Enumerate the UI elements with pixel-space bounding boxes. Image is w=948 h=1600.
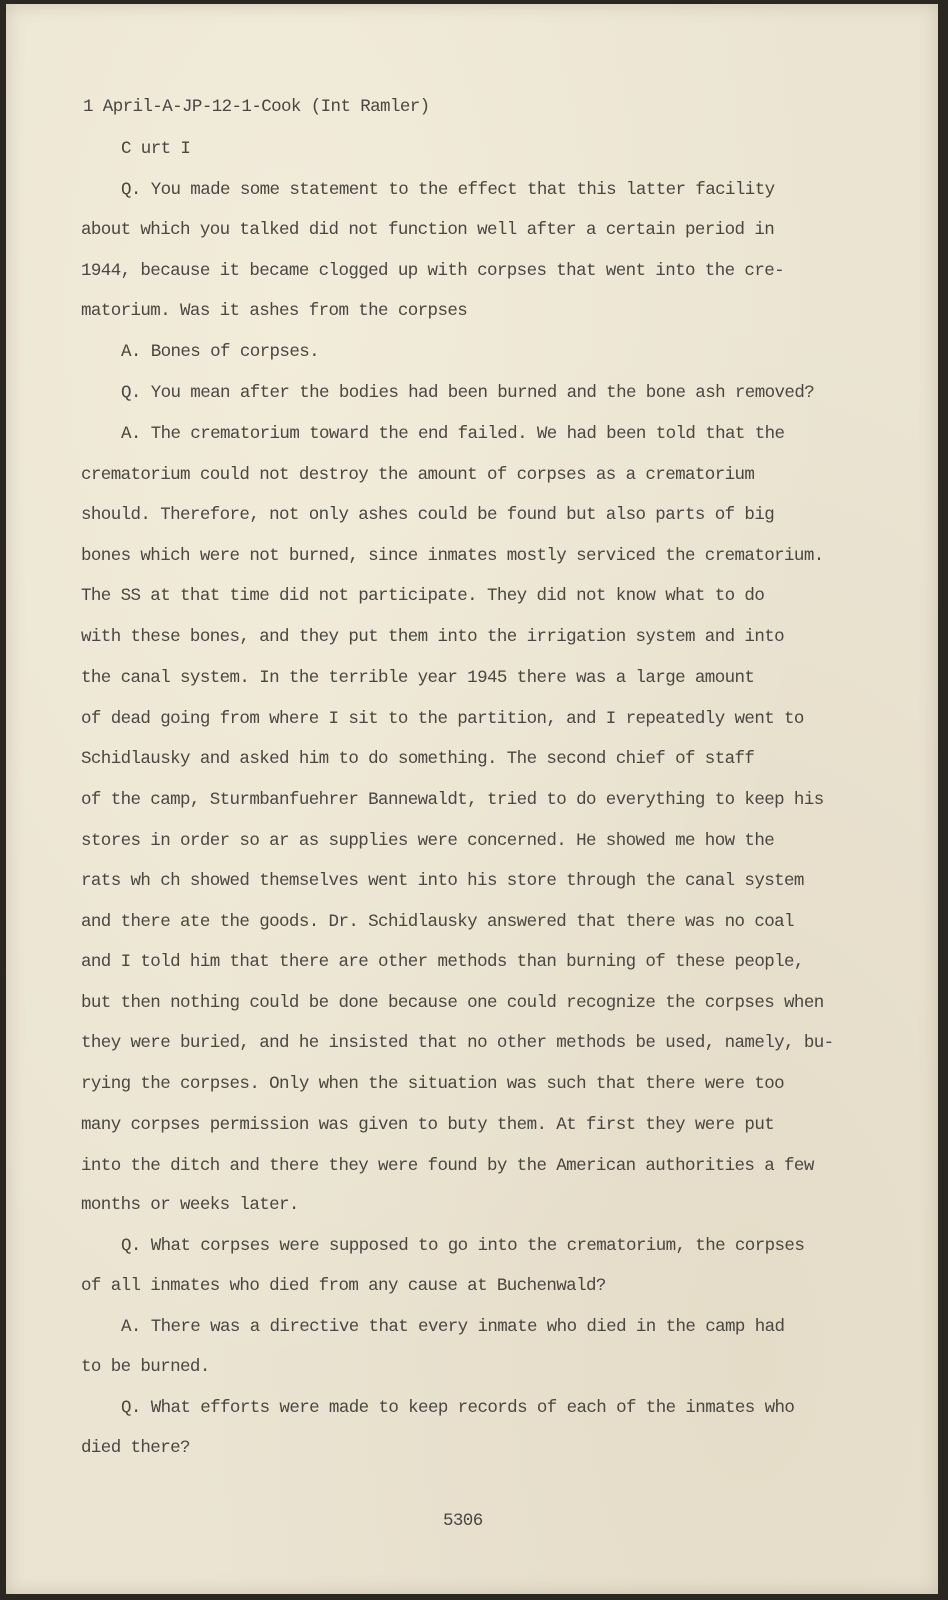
document-header: 1 April-A-JP-12-1-Cook (Int Ramler) [83,97,430,117]
text-line-9: should. Therefore, not only ashes could be found but also parts of big [81,505,775,525]
text-line-20: and I told him that there are other methods than burning of these people, [81,952,804,972]
court-label: C urt I [121,139,191,159]
text-line-5: A. Bones of corpses. [121,342,320,362]
text-line-1: Q. You made some statement to the effect that this latter facility [121,180,775,200]
text-line-6: Q. You mean after the bodies had been burned and the bone ash removed? [121,383,815,403]
text-line-28: of all inmates who died from any cause at Buchenwald? [81,1276,606,1296]
text-line-4: matorium. Was it ashes from the corpses [81,301,468,321]
text-line-3: 1944, because it became clogged up with corpses that went into the cre- [81,261,785,281]
text-line-7: A. The crematorium toward the end failed. We had been told that the [121,424,785,444]
text-line-25: into the ditch and there they were found by the American authorities a few [81,1156,814,1176]
text-line-26: months or weeks later. [81,1195,299,1215]
text-line-14: of dead going from where I sit to the partition, and I repeatedly went to [81,709,804,729]
document-page [6,4,938,1594]
text-line-27: Q. What corpses were supposed to go into the crematorium, the corpses [121,1236,805,1256]
text-line-23: rying the corpses. Only when the situation was such that there were too [81,1074,785,1094]
text-line-16: of the camp, Sturmbanfuehrer Bannewaldt, tried to do everything to keep his [81,790,824,810]
text-line-22: they were buried, and he insisted that no other methods be used, namely, bu- [81,1033,834,1053]
text-line-19: and there ate the goods. Dr. Schidlausky answered that there was no coal [81,912,794,932]
text-line-32: died there? [81,1438,190,1458]
text-line-2: about which you talked did not function well after a certain period in [81,220,775,240]
text-line-17: stores in order so ar as supplies were concerned. He showed me how the [81,831,775,851]
text-line-15: Schidlausky and asked him to do something. The second chief of staff [81,749,755,769]
text-line-31: Q. What efforts were made to keep records of each of the inmates who [121,1398,795,1418]
text-line-18: rats wh ch showed themselves went into his store through the canal system [81,871,804,891]
text-line-8: crematorium could not destroy the amount of corpses as a crematorium [81,465,755,485]
text-line-13: the canal system. In the terrible year 1945 there was a large amount [81,668,755,688]
text-line-29: A. There was a directive that every inmate who died in the camp had [121,1317,785,1337]
text-line-10: bones which were not burned, since inmates mostly serviced the crematorium. [81,546,824,566]
text-line-30: to be burned. [81,1357,210,1377]
text-line-24: many corpses permission was given to buty them. At first they were put [81,1115,775,1135]
text-line-21: but then nothing could be done because one could recognize the corpses when [81,993,824,1013]
page-number: 5306 [443,1511,483,1531]
text-line-12: with these bones, and they put them into the irrigation system and into [81,627,785,647]
text-line-11: The SS at that time did not participate. They did not know what to do [81,586,765,606]
